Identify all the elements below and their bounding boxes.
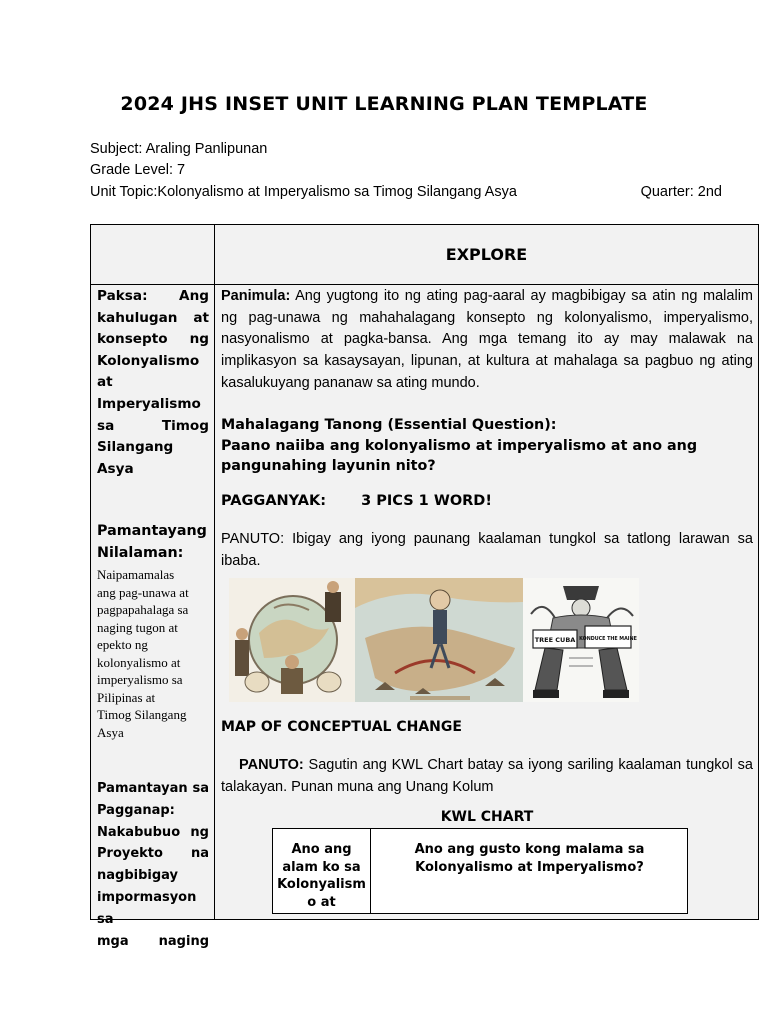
kwl-chart-table (272, 828, 688, 914)
paksa-line: sa Timog (97, 417, 209, 434)
pagganyak-label: PAGGANYAK: (221, 493, 327, 509)
quarter: Quarter: 2nd (640, 184, 722, 200)
panimula-label: Panimula: (221, 288, 291, 304)
kwl-column-want: Ano ang gusto kong malama sa Kolonyalismo at Imperyalismo? (414, 842, 645, 875)
panuto-kwl (221, 755, 753, 798)
panimula-text: Ang yugtong ito ng ating pag-aaral ay magbibigay sa atin ng malalim ng pag-unawa ng mahahalagang konsepto ng kolonyalismo, imperyalismo, nasyonalismo at pagka-bansa. Ang mga temang ito ay may malawak na implikasyon sa kasaysayan, lipunan, at kultura at mahalaga sa pagbuo ng ating kasalukuyang pananaw sa ating mundo. (221, 288, 753, 391)
learning-plan-table (90, 224, 759, 949)
panuto-kwl-text: Sagutin ang KWL Chart batay sa iyong sariling kaalaman tungkol sa talakayan. Punan muna ang Unang Kolum (221, 757, 753, 795)
panuto-kwl-label: PANUTO: (239, 757, 304, 773)
essential-question: Paano naiiba ang kolonyalismo at imperyalismo at ano ang pangunahing layunin nito? (221, 438, 698, 474)
paksa-line: Asya (97, 460, 134, 477)
pagganap-line: Pamantayan sa (97, 781, 209, 796)
header-divider (91, 284, 758, 285)
panimula-paragraph (221, 286, 753, 395)
paksa-block (97, 286, 209, 480)
pagganap-line: Nakabubuo ng (97, 824, 209, 840)
pagganyak-activity: 3 PICS 1 WORD! (361, 493, 492, 509)
pagganap-line: impormasyon sa (97, 889, 197, 927)
three-pictures (229, 578, 639, 702)
cartoon-uncle-sam-image (523, 578, 639, 702)
column-divider (214, 225, 215, 919)
paksa-line: Paksa: Ang (97, 288, 209, 304)
document-title: 2024 JHS INSET UNIT LEARNING PLAN TEMPLATE (120, 93, 648, 115)
tree-cuba-sign: TREE CUBA (534, 636, 576, 644)
map-of-conceptual-change-heading: MAP OF CONCEPTUAL CHANGE (221, 719, 462, 735)
pamantayang-body-line: Pilipinas at (97, 689, 156, 705)
essential-question-label: Mahalagang Tanong (Essential Question): (221, 417, 557, 433)
pamantayang-body-line: imperyalismo sa (97, 672, 183, 687)
pamantayang-body-line: Naipamamalas (97, 567, 175, 582)
explore-header: EXPLORE (445, 245, 528, 264)
kwl-column-know: Ano ang alam ko sa Kolonyalism o at (273, 829, 371, 913)
kwl-chart-title: KWL CHART (440, 809, 534, 825)
unit-topic-line (90, 184, 722, 200)
pamantayang-nilalaman-title (97, 521, 209, 564)
pamantayang-body-line: Asya (97, 724, 124, 740)
pamantayang-nilalaman-body (97, 566, 209, 741)
cartoon-ocean-map-image (355, 578, 523, 702)
unit-topic: Unit Topic:Kolonyalismo at Imperyalismo sa Timog Silangang Asya (90, 184, 517, 200)
paksa-line: kahulugan at (97, 309, 209, 326)
pamantayang-body-line: ang pag-unawa at (97, 584, 189, 600)
pagganap-line: Pagganap: (97, 802, 175, 818)
konduce-the-maine-sign: KONDUCE THE MAINE (579, 637, 637, 642)
pamantayang-title-line: Pamantayang (97, 523, 207, 539)
panuto-pics: PANUTO: Ibigay ang iyong paunang kaalaman tungkol sa tatlong larawan sa ibaba. (221, 531, 753, 569)
cartoon-globe-image (229, 578, 355, 702)
pagganap-line: mga naging (97, 933, 209, 949)
pamantayang-body-line: epekto ng (97, 637, 148, 652)
pagganap-line: Proyekto na (97, 846, 209, 862)
pamantayang-title-line: Nilalaman: (97, 544, 184, 561)
pamantayan-sa-pagganap (97, 778, 209, 952)
pamantayang-body-line: naging tugon at (97, 619, 178, 635)
paksa-line: Kolonyalismo (97, 352, 200, 369)
pamantayang-body-line: Timog Silangang (97, 707, 187, 722)
pamantayang-body-line: kolonyalismo at (97, 654, 181, 670)
paksa-line: Imperyalismo (97, 395, 201, 412)
subject-line: Subject: Araling Panlipunan (90, 141, 268, 157)
pamantayang-body-line: pagpapahalaga sa (97, 602, 189, 617)
pagganyak-line (221, 493, 753, 509)
pagganap-line: nagbibigay (97, 868, 179, 884)
grade-level-line: Grade Level: 7 (90, 162, 186, 178)
paksa-line: Silangang (97, 439, 174, 456)
paksa-line: at (97, 374, 113, 391)
paksa-line: konsepto ng (97, 331, 209, 348)
